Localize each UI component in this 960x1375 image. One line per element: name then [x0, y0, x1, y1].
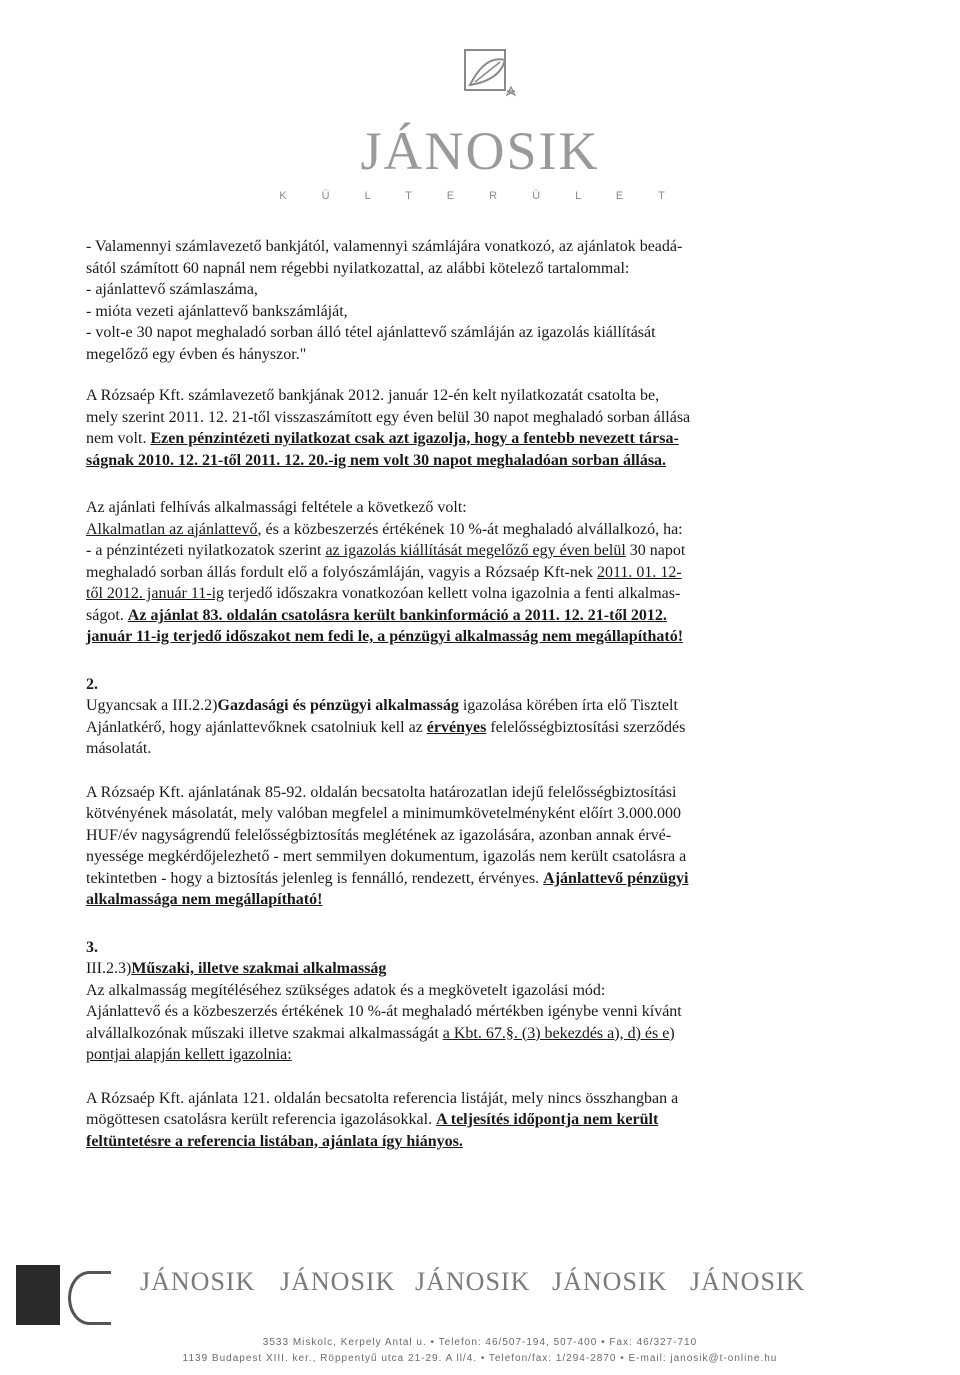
text-line: - ajánlattevő számlaszáma,: [86, 281, 258, 298]
section-number: 3.: [86, 938, 98, 956]
emphasis-line: alkalmassága nem megállapítható!: [86, 891, 323, 908]
letterhead: [0, 0, 960, 220]
emphasis-text: Ezen pénzintézeti nyilatkozat csak azt igazolja, hogy a fentebb nevezett társa-: [150, 430, 679, 447]
letter-body: [86, 236, 872, 1152]
footer-logo: JÁNOSIK: [415, 1267, 531, 1296]
brand-subtitle: K Ü L T E R Ü L E T: [279, 190, 681, 202]
text-line: - a pénzintézeti nyilatkozatok szerint az igazolás kiállítását megelőző egy éven belül 30 napot: [86, 542, 686, 559]
text-line: Ajánlattevő és a közbeszerzés értékének 10 %-át meghaladó mértékben igénybe venni kívánt: [86, 1003, 682, 1020]
text-line: - mióta vezeti ajánlattevő bankszámláját,: [86, 302, 348, 320]
brand-name: JÁNOSIK: [360, 121, 600, 181]
text-line: III.2.3)Műszaki, illetve szakmai alkalmasság: [86, 960, 387, 977]
emblem-icon: [68, 1271, 111, 1325]
text-line: HUF/év nagyságrendű felelősségbiztosítás meglétének az igazolására, azonban annak érvé-: [86, 826, 672, 844]
emphasis-line: feltüntetésre a referencia listában, ajánlata így hiányos.: [86, 1132, 463, 1150]
text-line: megelőző egy évben és hányszor.": [86, 345, 307, 363]
text-line: A Rózsaép Kft. ajánlatának 85-92. oldalán becsatolta határozatlan idejű felelősségbiztosítási: [86, 783, 677, 801]
footer: [0, 1245, 960, 1375]
text-line: másolatát.: [86, 740, 152, 757]
text-line: meghaladó sorban állás fordult elő a folyószámláján, vagyis a Rózsaép Kft-nek 2011. 01. 12-: [86, 563, 682, 581]
text-line: Ugyancsak a III.2.2)Gazdasági és pénzügyi alkalmasság igazolása körében írta elő Tisztelt: [86, 697, 678, 714]
text-line: - volt-e 30 napot meghaladó sorban álló tétel ajánlattevő számláján az igazolás kiállítását: [86, 324, 656, 341]
text-line: alvállalkozónak műszaki illetve szakmai alkalmasságát a Kbt. 67.§. (3) bekezdés a), d) és e): [86, 1024, 675, 1042]
section-number: 2.: [86, 675, 98, 693]
footer-address: 3533 Miskolc, Kerpely Antal u. • Telefon: 46/507-194, 507-400 • Fax: 46/327-710: [262, 1337, 698, 1348]
text-line: Alkalmatlan az ajánlattevő, és a közbeszerzés értékének 10 %-át meghaladó alvállalkozó, ha:: [86, 520, 683, 538]
text-line: ságot. Az ajánlat 83. oldalán csatolásra került bankinformáció a 2011. 12. 21-től 2012.: [86, 606, 667, 624]
text-line: nem volt. Ezen pénzintézeti nyilatkozat csak azt igazolja, hogy a fentebb nevezett társa-: [86, 430, 679, 447]
text-line: mely szerint 2011. 12. 21-től visszaszámított egy éven belül 30 napot meghaladó sorban állása: [86, 408, 691, 426]
text-line: tekintetben - hogy a biztosítás jelenleg is fennálló, rendezett, érvényes. Ajánlattevő pénzügyi: [86, 869, 689, 887]
text-line: kötvényének másolatát, mely valóban megfelel a minimumkövetelményként előírt 3.000.000: [86, 805, 681, 822]
text-line: Az alkalmasság megítéléséhez szükséges adatok és a megkövetelt igazolási mód:: [86, 981, 606, 999]
text-line: - Valamennyi számlavezető bankjától, valamennyi számlájára vonatkozó, az ajánlatok beadá-: [86, 238, 683, 255]
footer-logo: JÁNOSIK: [552, 1267, 668, 1296]
footer-logo: JÁNOSIK: [140, 1267, 256, 1296]
text-line: mögöttesen csatolásra került referencia igazolásokkal. A teljesítés időpontja nem került: [86, 1111, 659, 1128]
text-line: sától számított 60 napnál nem régebbi nyilatkozattal, az alábbi kötelező tartalommal:: [86, 259, 630, 277]
crest-icon: [16, 1265, 60, 1325]
footer-logo: JÁNOSIK: [280, 1267, 396, 1296]
text-line: Ajánlatkérő, hogy ajánlattevőknek csatolniuk kell az érvényes felelősségbiztosítási szerződés: [86, 718, 686, 736]
text-line: nyessége megkérdőjelezhető - mert semmilyen dokumentum, igazolás nem került csatolásra a: [86, 848, 687, 865]
text-line: pontjai alapján kellett igazolnia:: [86, 1046, 292, 1063]
emphasis-line: ságnak 2010. 12. 21-től 2011. 12. 20.-ig nem volt 30 napot meghaladóan sorban állása.: [86, 451, 667, 469]
text-line: A Rózsaép Kft. számlavezető bankjának 2012. január 12-én kelt nyilatkozatát csatolta be,: [86, 387, 660, 404]
emphasis-line: január 11-ig terjedő időszakot nem fedi le, a pénzügyi alkalmasság nem megállapítható!: [86, 628, 684, 645]
footer-logo: JÁNOSIK: [690, 1267, 806, 1296]
text-line: től 2012. január 11-ig terjedő időszakra vonatkozóan kellett volna igazolnia a fenti alkalmas-: [86, 585, 681, 602]
leaf-logo-icon: [445, 40, 535, 120]
footer-address: 1139 Budapest XIII. ker., Röppentyű utca 21-29. A ll/4. • Telefon/fax: 1/294-2870 • E-mail: janosik@t-online.hu: [182, 1353, 778, 1364]
text-line: Az ajánlati felhívás alkalmassági feltétele a következő volt:: [86, 499, 467, 516]
text-line: A Rózsaép Kft. ajánlata 121. oldalán becsatolta referencia listáját, mely nincs összhangban a: [86, 1089, 679, 1107]
